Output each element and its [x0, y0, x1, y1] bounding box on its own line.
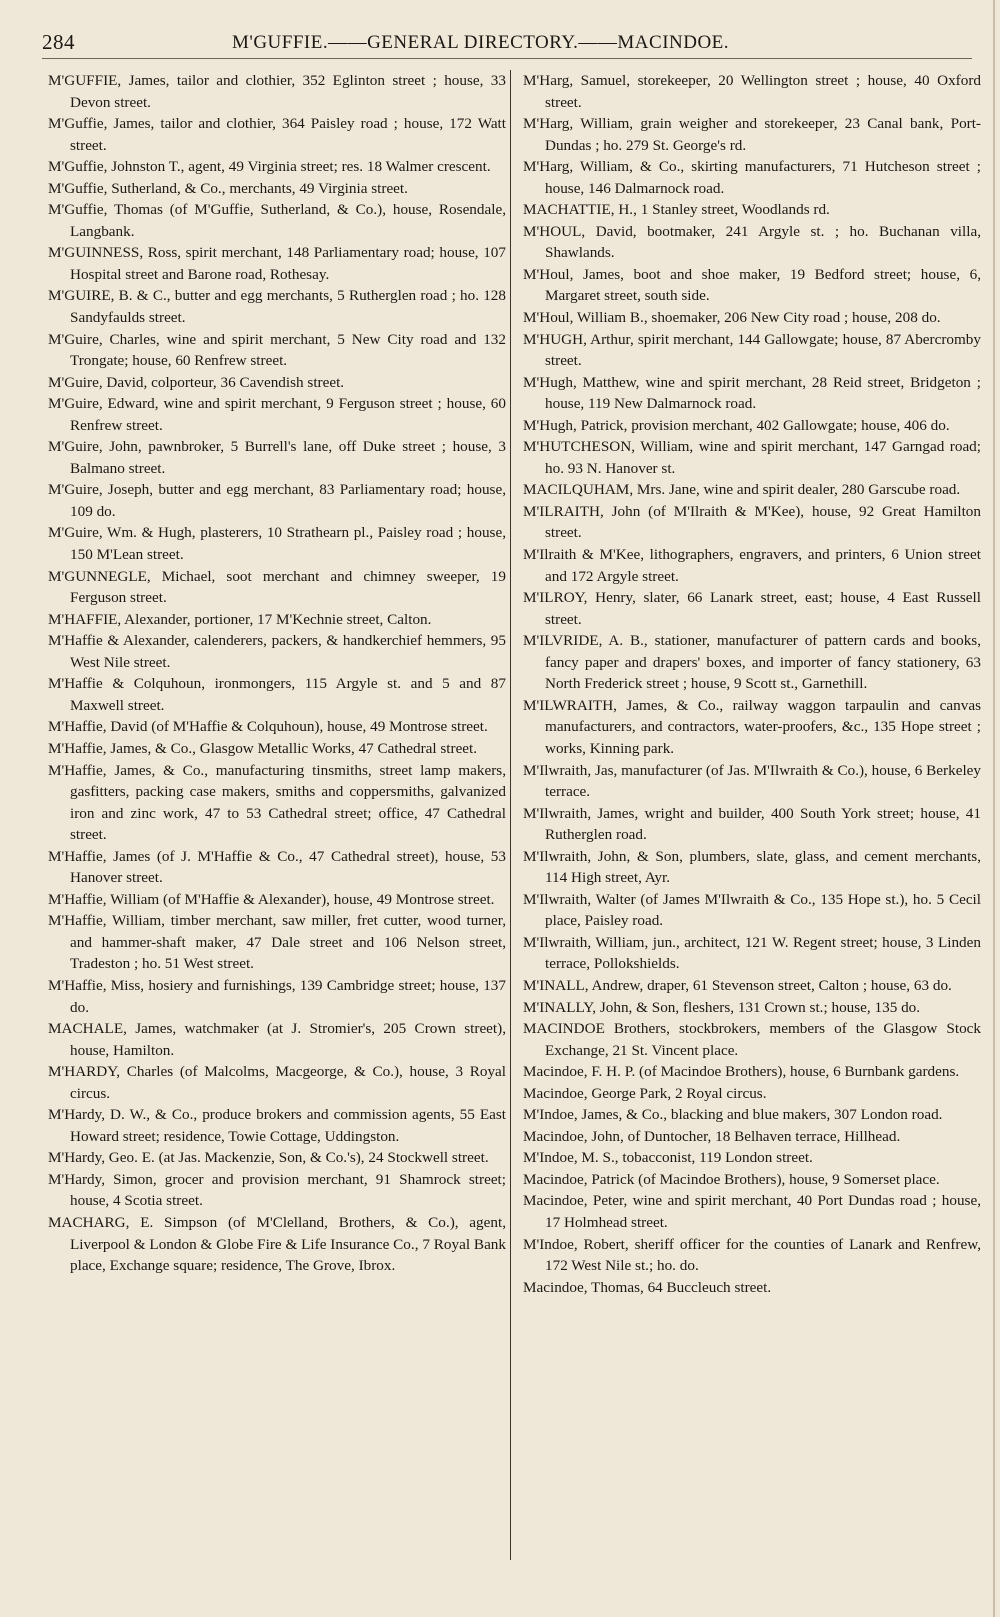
directory-entry: M'ILVRIDE, A. B., stationer, manufacturer of pattern cards and books, fancy paper and drapers' boxes, and importer of fancy stationery, 63 North Frederick street ; house, 9 Scott st., Garnethill. [523, 632, 981, 693]
directory-entry: Macindoe, George Park, 2 Royal circus. [523, 1084, 767, 1102]
page-number: 284 [42, 30, 75, 54]
directory-entry: Macindoe, John, of Duntocher, 18 Belhaven terrace, Hillhead. [523, 1127, 901, 1145]
directory-entry: M'Hardy, Simon, grocer and provision merchant, 91 Shamrock street; house, 4 Scotia street. [48, 1170, 506, 1210]
directory-entry: M'Ilwraith, James, wright and builder, 400 South York street; house, 41 Rutherglen road. [523, 804, 981, 844]
directory-entry: M'Ilwraith, Jas, manufacturer (of Jas. M'Ilwraith & Co.), house, 6 Berkeley terrace. [523, 761, 981, 801]
directory-entry: M'Haffie, James, & Co., Glasgow Metallic Works, 47 Cathedral street. [48, 739, 478, 757]
directory-entry: M'Hardy, D. W., & Co., produce brokers and commission agents, 55 East Howard street; residence, Towie Cottage, Uddingston. [48, 1106, 506, 1145]
directory-entry: M'Guire, Wm. & Hugh, plasterers, 10 Strathearn pl., Paisley road ; house, 150 M'Lean street. [48, 524, 506, 564]
header-rule [42, 58, 972, 59]
directory-entry: M'Guire, Charles, wine and spirit merchant, 5 New City road and 132 Trongate; house, 60 Renfrew street. [48, 330, 506, 370]
directory-entry: M'INALL, Andrew, draper, 61 Stevenson street, Calton ; house, 63 do. [523, 976, 952, 994]
directory-entry: M'INALLY, John, & Son, fleshers, 131 Crown st.; house, 135 do. [523, 998, 921, 1016]
directory-entry: M'GUIRE, B. & C., butter and egg merchants, 5 Rutherglen road ; ho. 128 Sandyfaulds street. [48, 287, 506, 327]
directory-entry: M'Guffie, James, tailor and clothier, 364 Paisley road ; house, 172 Watt street. [48, 115, 506, 154]
directory-entry: M'Haffie, James, & Co., manufacturing tinsmiths, street lamp makers, gasfitters, packing case makers, smiths and coppersmiths, galvanized iron and zinc work, 47 to 53 Cathedral street; office, 47 Cathedral street. [48, 761, 506, 844]
directory-entry: M'Ilwraith, John, & Son, plumbers, slate, glass, and cement merchants, 114 High street, Ayr. [523, 847, 981, 887]
directory-entry: MACHALE, James, watchmaker (at J. Stromier's, 205 Crown street), house, Hamilton. [48, 1020, 506, 1059]
directory-entry: M'Ilraith & M'Kee, lithographers, engravers, and printers, 6 Union street and 172 Argyle street. [523, 546, 981, 585]
directory-entry: M'GUINNESS, Ross, spirit merchant, 148 Parliamentary road; house, 107 Hospital street and Barone road, Rothesay. [48, 244, 506, 283]
running-title: M'GUFFIE.——GENERAL DIRECTORY.——MACINDOE. [232, 32, 730, 53]
directory-entry: M'Indoe, M. S., tobacconist, 119 London street. [523, 1149, 813, 1167]
directory-entry: M'Guffie, Johnston T., agent, 49 Virginia street; res. 18 Walmer crescent. [48, 158, 491, 176]
directory-entry: MACILQUHAM, Mrs. Jane, wine and spirit dealer, 280 Garscube road. [523, 481, 961, 499]
directory-entry: M'HOUL, David, bootmaker, 241 Argyle st. ; ho. Buchanan villa, Shawlands. [523, 222, 981, 262]
directory-entry: M'Haffie, David (of M'Haffie & Colquhoun), house, 49 Montrose street. [48, 718, 488, 736]
directory-entry: Macindoe, Peter, wine and spirit merchant, 40 Port Dundas road ; house, 17 Holmhead street. [523, 1192, 981, 1231]
directory-entry: M'Harg, William, & Co., skirting manufacturers, 71 Hutcheson street ; house, 146 Dalmarnock road. [523, 158, 981, 197]
directory-entry: M'Haffie, William, timber merchant, saw miller, fret cutter, wood turner, and hammer-shaft maker, 47 Dale street and 106 Nelson street, Tradeston ; ho. 51 West street. [48, 912, 506, 973]
directory-entry: M'Guffie, Sutherland, & Co., merchants, 49 Virginia street. [48, 179, 408, 197]
directory-entry: M'Hugh, Patrick, provision merchant, 402 Gallowgate; house, 406 do. [523, 416, 950, 434]
page-edge [993, 0, 995, 1617]
directory-entry: M'Ilwraith, William, jun., architect, 121 W. Regent street; house, 3 Linden terrace, Pollokshields. [523, 933, 981, 973]
directory-entry: M'Houl, James, boot and shoe maker, 19 Bedford street; house, 6, Margaret street, south side. [523, 265, 981, 305]
directory-entry: M'Haffie & Alexander, calenderers, packers, & handkerchief hemmers, 95 West Nile street. [48, 632, 506, 671]
directory-entry: M'ILWRAITH, James, & Co., railway waggon tarpaulin and canvas manufacturers, and contractors, water-proofers, &c., 135 Hope street ; works, Kinning park. [523, 696, 981, 757]
directory-entry: M'Houl, William B., shoemaker, 206 New City road ; house, 208 do. [523, 309, 941, 327]
directory-entry: M'Guire, David, colporteur, 36 Cavendish street. [48, 373, 345, 391]
directory-entry: M'Haffie & Colquhoun, ironmongers, 115 Argyle st. and 5 and 87 Maxwell street. [48, 675, 506, 714]
directory-entry: M'Hugh, Matthew, wine and spirit merchant, 28 Reid street, Bridgeton ; house, 119 New Dalmarnock road. [523, 373, 981, 413]
directory-entry: M'ILROY, Henry, slater, 66 Lanark street, east; house, 4 East Russell street. [523, 589, 981, 628]
directory-entry: M'Haffie, James (of J. M'Haffie & Co., 47 Cathedral street), house, 53 Hanover street. [48, 847, 506, 887]
directory-entry: M'Guire, Edward, wine and spirit merchant, 9 Ferguson street ; house, 60 Renfrew street. [48, 395, 506, 434]
directory-entry: M'Guffie, Thomas (of M'Guffie, Sutherland, & Co.), house, Rosendale, Langbank. [48, 201, 506, 240]
directory-entry: M'Guire, John, pawnbroker, 5 Burrell's lane, off Duke street ; house, 3 Balmano street. [48, 438, 506, 477]
directory-entry: Macindoe, Patrick (of Macindoe Brothers), house, 9 Somerset place. [523, 1170, 940, 1188]
directory-entry: M'HAFFIE, Alexander, portioner, 17 M'Kechnie street, Calton. [48, 610, 432, 628]
directory-entry: M'Indoe, James, & Co., blacking and blue makers, 307 London road. [523, 1106, 943, 1124]
directory-entry: M'HARDY, Charles (of Malcolms, Macgeorge, & Co.), house, 3 Royal circus. [48, 1063, 506, 1102]
directory-entry: M'HUTCHESON, William, wine and spirit merchant, 147 Garngad road; ho. 93 N. Hanover st. [523, 438, 981, 477]
directory-entry: M'Hardy, Geo. E. (at Jas. Mackenzie, Son, & Co.'s), 24 Stockwell street. [48, 1149, 489, 1167]
directory-entry: M'Haffie, William (of M'Haffie & Alexander), house, 49 Montrose street. [48, 890, 495, 908]
directory-entry: M'Haffie, Miss, hosiery and furnishings, 139 Cambridge street; house, 137 do. [48, 976, 506, 1016]
directory-entry: Macindoe, Thomas, 64 Buccleuch street. [523, 1278, 772, 1296]
left-column [48, 70, 506, 1277]
directory-entry: M'Harg, William, grain weigher and storekeeper, 23 Canal bank, Port-Dundas ; ho. 279 St. George's rd. [523, 115, 981, 154]
directory-entry: M'Indoe, Robert, sheriff officer for the counties of Lanark and Renfrew, 172 West Nile st.; ho. do. [523, 1235, 981, 1275]
directory-entry: MACINDOE Brothers, stockbrokers, members of the Glasgow Stock Exchange, 21 St. Vincent place. [523, 1020, 981, 1059]
directory-entry: M'GUNNEGLE, Michael, soot merchant and chimney sweeper, 19 Ferguson street. [48, 567, 506, 607]
directory-entry: M'Harg, Samuel, storekeeper, 20 Wellington street ; house, 40 Oxford street. [523, 72, 981, 111]
page-header [42, 30, 972, 56]
directory-entry: M'HUGH, Arthur, spirit merchant, 144 Gallowgate; house, 87 Abercromby street. [523, 330, 981, 370]
directory-entry: MACHARG, E. Simpson (of M'Clelland, Brothers, & Co.), agent, Liverpool & London & Globe Fire & Life Insurance Co., 7 Royal Bank place, Exchange square; residence, The Grove, Ibrox. [48, 1213, 506, 1275]
column-divider [510, 70, 511, 1560]
directory-entry: M'ILRAITH, John (of M'Ilraith & M'Kee), house, 92 Great Hamilton street. [523, 502, 981, 542]
directory-entry: M'GUFFIE, James, tailor and clothier, 352 Eglinton street ; house, 33 Devon street. [48, 72, 506, 111]
right-column [523, 70, 981, 1298]
directory-entry: Macindoe, F. H. P. (of Macindoe Brothers), house, 6 Burnbank gardens. [523, 1063, 960, 1081]
directory-entry: MACHATTIE, H., 1 Stanley street, Woodlands rd. [523, 201, 830, 219]
directory-entry: M'Guire, Joseph, butter and egg merchant, 83 Parliamentary road; house, 109 do. [48, 481, 506, 520]
directory-entry: M'Ilwraith, Walter (of James M'Ilwraith & Co., 135 Hope st.), ho. 5 Cecil place, Paisley road. [523, 890, 981, 930]
